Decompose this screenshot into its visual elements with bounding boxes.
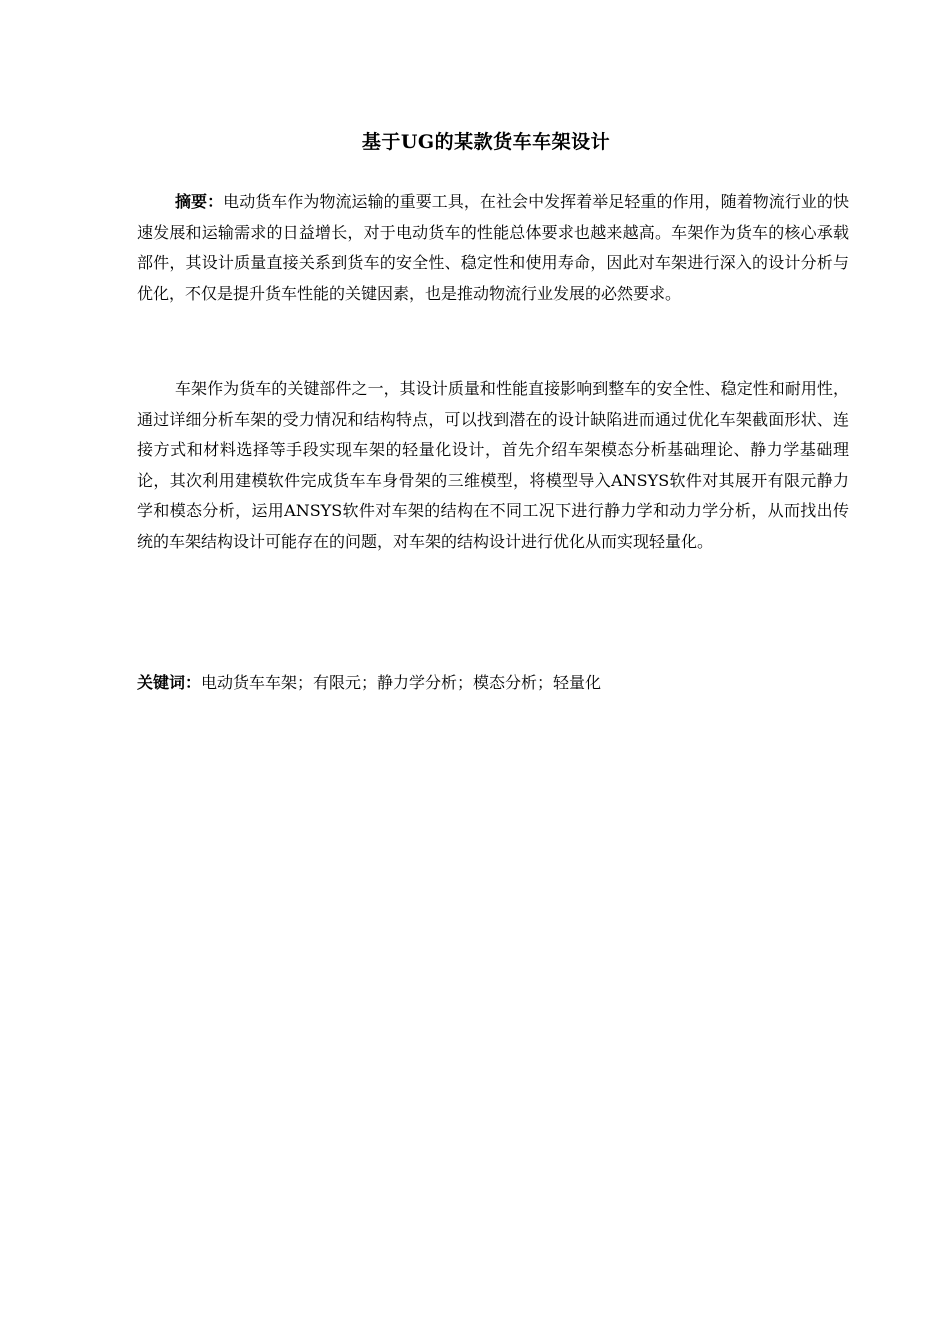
abstract-paragraph-1 — [137, 187, 849, 309]
abstract-paragraph-2: 车架作为货车的关键部件之一，其设计质量和性能直接影响到整车的安全性、稳定性和耐用性，通过详细分析车架的受力情况和结构特点，可以找到潜在的设计缺陷进而通过优化车架截面形状、连接方式和材料选择等手段实现车架的轻量化设计，首先介绍车架模态分析基础理论、静力学基础理论，其次利用建模软件完成货车车身骨架的三维模型，将模型导入ANSYS软件对其展开有限元静力学和模态分析，运用ANSYS软件对车架的结构在不同工况下进行静力学和动力学分析，从而找出传统的车架结构设计可能存在的问题，对车架的结构设计进行优化从而实现轻量化。 — [137, 379, 849, 551]
keywords-label: 关键词： — [137, 673, 202, 692]
abstract-paragraph-1-text: 电动货车作为物流运输的重要工具，在社会中发挥着举足轻重的作用，随着物流行业的快速发展和运输需求的日益增长，对于电动货车的性能总体要求也越来越高。车架作为货车的核心承载部件，其设计质量直接关系到货车的安全性、稳定性和使用寿命，因此对车架进行深入的设计分析与优化，不仅是提升货车性能的关键因素，也是推动物流行业发展的必然要求。 — [137, 192, 849, 303]
abstract-label: 摘要： — [175, 192, 224, 211]
keywords-line — [137, 668, 849, 698]
document-title: 基于UG的某款货车车架设计 — [361, 131, 611, 153]
keywords-text: 电动货车车架；有限元；静力学分析；模态分析；轻量化 — [201, 673, 602, 692]
